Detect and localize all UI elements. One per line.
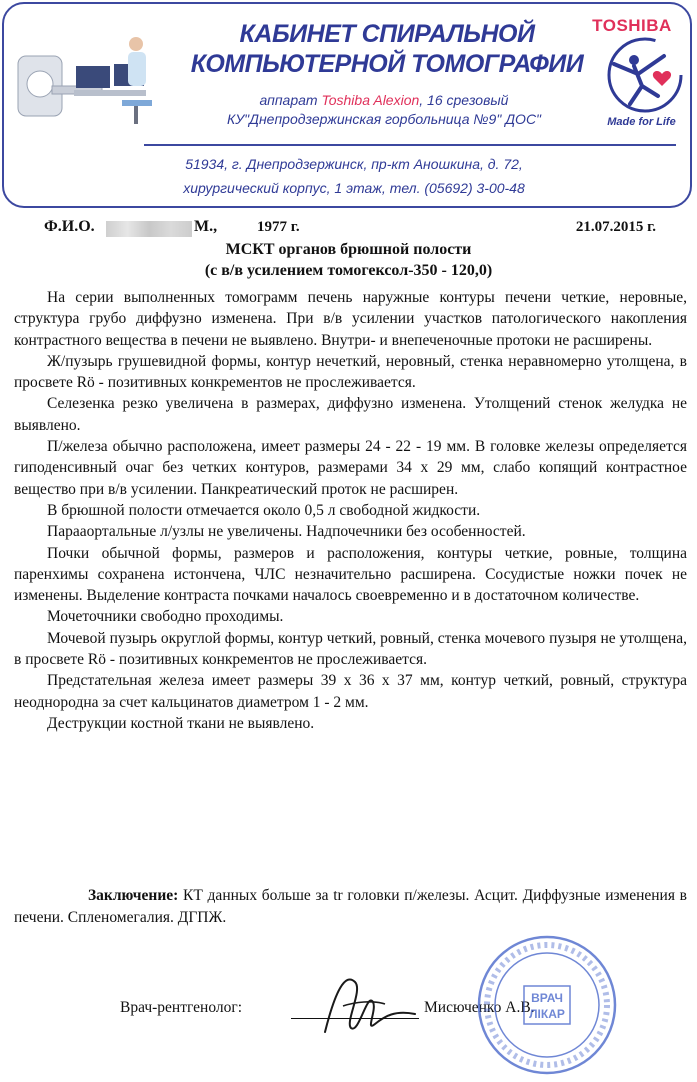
brand-tagline: Made for Life [607, 116, 676, 128]
ct-scanner-illustration [14, 26, 164, 136]
device-suffix: , 16 срезовый [419, 92, 509, 108]
finding-liver: На серии выполненных томограмм печень наружные контуры печени четкие, неровные, структура грубо диффузно изменена. При в/в усилении участков патологического накопления контрастного вещества в печени не выявлено. Внутри- и внепеченочные протоки не расширены. [14, 289, 687, 349]
exam-title: МСКТ органов брюшной полости [225, 241, 472, 258]
finding-pancreas: П/железа обычно расположена, имеет размеры 24 - 22 - 19 мм. В головке железы определяется гиподенсивный очаг без четких контуров, размерами 34 х 29 мм, слабо копящий контрастное вещество при в/в усилении. Панкреатический проток не расширен. [14, 438, 687, 498]
device-prefix: аппарат [259, 92, 318, 108]
finding-spleen: Селезенка резко увеличена в размерах, диффузно изменена. Утолщений стенок желудка не выявлено. [14, 395, 687, 434]
conclusion [14, 885, 687, 929]
doctor-name: Мисюченко А.В. [424, 999, 535, 1016]
header-divider [144, 144, 676, 146]
device-info [184, 92, 584, 108]
conclusion-text: КТ данных больше за tr головки п/железы. Асцит. Диффузные изменения в печени. Спленомегалия. ДГПЖ. [14, 887, 687, 926]
finding-gallbladder: Ж/пузырь грушевидной формы, контур нечеткий, неровный, стенка неравномерно утолщена, в просвете Rö - позитивных конкрементов не прослеживается. [14, 352, 687, 392]
findings-body [14, 287, 687, 734]
clinic-title-line1: КАБИНЕТ СПИРАЛЬНОЙ [239, 20, 535, 48]
finding-bone: Деструкции костной ткани не выявлено. [47, 714, 315, 732]
exam-date: 21.07.2015 г. [575, 219, 656, 235]
signature-line [291, 1018, 419, 1019]
fio-label: Ф.И.О. [44, 218, 95, 235]
device-model: Toshiba Alexion [321, 92, 420, 108]
birth-year: 1977 г. [257, 219, 300, 235]
stamp-center-line2: ЛІКАР [529, 1007, 565, 1021]
institution-name: КУ"Днепродзержинская горбольница №9" ДОС" [226, 111, 542, 127]
finding-ureters: Мочеточники свободно проходимы. [47, 608, 284, 626]
doctor-role: Врач-рентгенолог: [120, 999, 243, 1016]
clinic-title-line2: КОМПЬЮТЕРНОЙ ТОМОГРАФИИ [190, 50, 584, 78]
finding-lymph-nodes: Парааортальные л/узлы не увеличены. Надпочечники без особенностей. [47, 523, 526, 541]
conclusion-label: Заключение: [88, 887, 179, 904]
patient-info-row [44, 218, 656, 240]
finding-prostate: Предстательная железа имеет размеры 39 х 36 х 37 мм, контур четкий, ровный, структура неоднородна за счет кальцинатов диаметром 1 - 2 мм. [14, 672, 687, 711]
exam-contrast: (с в/в усилением томогексол-350 - 120,0) [204, 262, 493, 279]
made-for-life-logo [604, 34, 686, 116]
finding-abdomen-fluid: В брюшной полости отмечается около 0,5 л свободной жидкости. [47, 501, 481, 519]
stamp-center-line1: ВРАЧ [531, 991, 563, 1005]
toshiba-brand: TOSHIBA [592, 16, 672, 35]
finding-kidneys: Почки обычной формы, размеров и расположения, контуры четкие, ровные, толщина паренхимы сохранена истончена, ЧЛС незначительно расширена. Сосудистые ножки почек не изменены. Выделение контраста почками началось своевременно и в достаточном количестве. [14, 544, 687, 605]
address-line2: хирургический корпус, 1 этаж, тел. (05692) 3-00-48 [183, 180, 525, 196]
fio-visible: М., [194, 218, 218, 235]
clinic-header [2, 2, 692, 208]
address-line1: 51934, г. Днепродзержинск, пр-кт Аношкина, д. 72, [185, 156, 523, 172]
redacted-name [106, 221, 192, 237]
doctor-stamp [472, 930, 622, 1080]
finding-bladder: Мочевой пузырь округлой формы, контур четкий, ровный, стенка мочевого пузыря не утолщена, в просвете Rö - позитивных конкрементов не прослеживается. [14, 629, 687, 669]
